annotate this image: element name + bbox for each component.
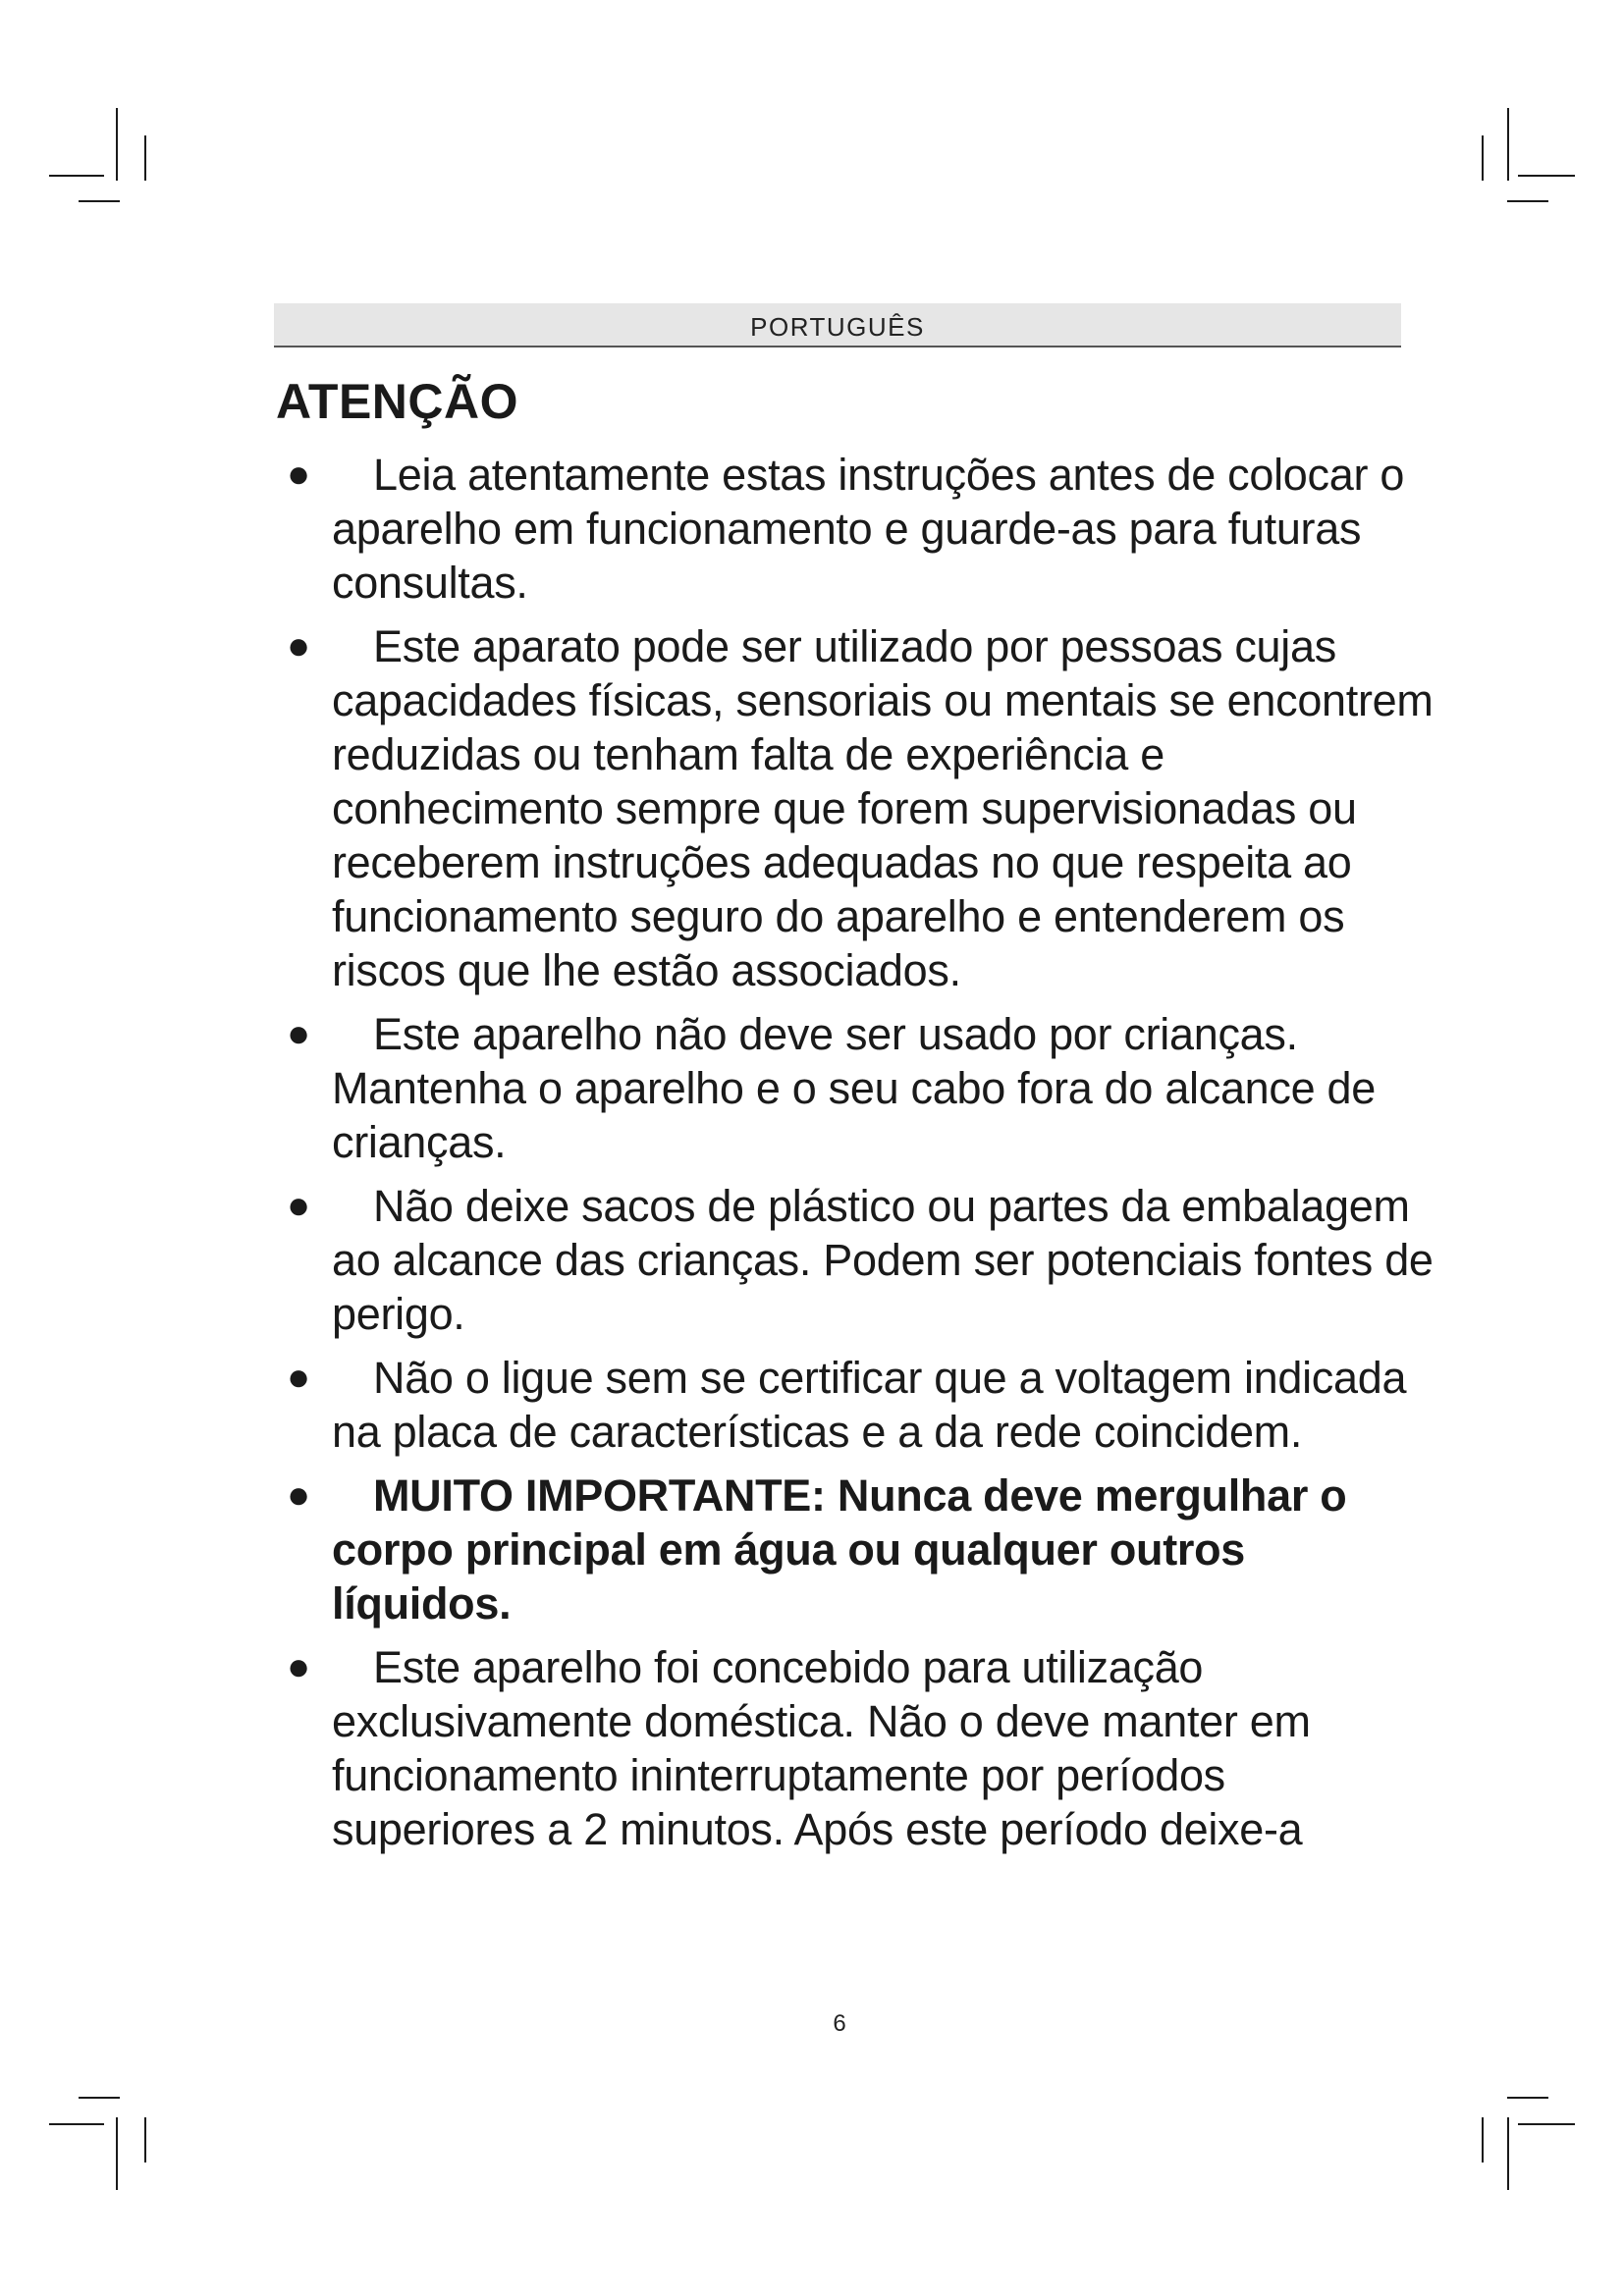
- warning-item: [275, 1640, 1434, 1856]
- warning-item: [275, 1351, 1434, 1459]
- language-label: PORTUGUÊS: [750, 312, 925, 342]
- crop-mark: [1518, 175, 1575, 177]
- crop-mark: [1507, 2097, 1548, 2099]
- crop-mark: [1507, 2117, 1509, 2190]
- crop-mark: [79, 200, 120, 202]
- page-number: 6: [833, 2010, 846, 2037]
- warning-item: [275, 1007, 1434, 1169]
- bullet-icon: ●: [287, 624, 310, 667]
- section-title: ATENÇÃO: [276, 374, 519, 429]
- bullet-icon: ●: [287, 1645, 310, 1688]
- crop-mark: [49, 175, 104, 177]
- warning-text: Este aparato pode ser utilizado por pessoas cujas capacidades físicas, sensoriais ou mentais se encontrem reduzidas ou tenham falta de experiência e conhecimento sempre que forem supervisionadas ou receberem instruções adequadas no que respeita ao funcionamento seguro do aparelho e entenderem os riscos que lhe estão associados.: [332, 621, 1434, 995]
- warning-text: Este aparelho foi concebido para utilização exclusivamente doméstica. Não o deve manter em funcionamento ininterruptamente por períodos superiores a 2 minutos. Após este período deixe-a: [332, 1642, 1311, 1854]
- crop-mark: [116, 2117, 118, 2190]
- crop-mark: [1482, 135, 1484, 181]
- bullet-icon: ●: [287, 1012, 310, 1055]
- crop-mark: [1507, 200, 1548, 202]
- crop-mark: [79, 2097, 120, 2099]
- warning-item: [275, 619, 1434, 997]
- warning-list: [275, 448, 1434, 1866]
- language-header: [274, 303, 1401, 347]
- warning-item: [275, 448, 1434, 610]
- warning-item: [275, 1179, 1434, 1341]
- crop-mark: [116, 108, 118, 181]
- warning-text: Não deixe sacos de plástico ou partes da embalagem ao alcance das crianças. Podem ser potenciais fontes de perigo.: [332, 1181, 1434, 1339]
- crop-mark: [1482, 2117, 1484, 2163]
- warning-text: MUITO IMPORTANTE: Nunca deve mergulhar o corpo principal em água ou qualquer outros líquidos.: [332, 1470, 1347, 1629]
- crop-mark: [144, 2117, 146, 2163]
- warning-text: Não o ligue sem se certificar que a voltagem indicada na placa de características e a da rede coincidem.: [332, 1353, 1407, 1457]
- bullet-icon: ●: [287, 1473, 310, 1517]
- bullet-icon: ●: [287, 1356, 310, 1399]
- crop-mark: [1518, 2123, 1575, 2125]
- crop-mark: [1507, 108, 1509, 181]
- crop-mark: [144, 135, 146, 181]
- warning-text: Leia atentamente estas instruções antes de colocar o aparelho em funcionamento e guarde-as para futuras consultas.: [332, 450, 1405, 608]
- warning-text: Este aparelho não deve ser usado por crianças. Mantenha o aparelho e o seu cabo fora do alcance de crianças.: [332, 1009, 1376, 1167]
- bullet-icon: ●: [287, 1184, 310, 1227]
- warning-item: [275, 1468, 1434, 1630]
- crop-mark: [49, 2123, 104, 2125]
- bullet-icon: ●: [287, 453, 310, 496]
